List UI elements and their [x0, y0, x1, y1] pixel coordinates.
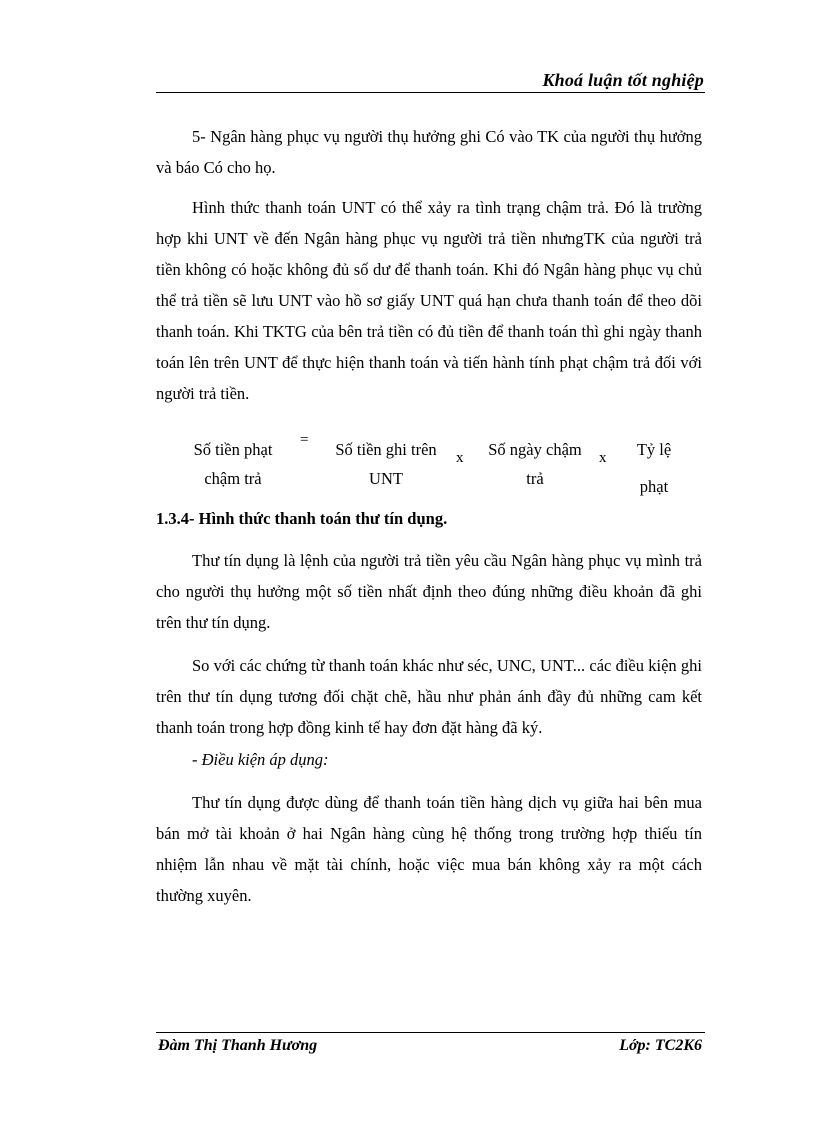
paragraph-late-payment: Hình thức thanh toán UNT có thể xảy ra tình trạng chậm trả. Đó là trường hợp khi UNT về đến Ngân hàng phục vụ người trả tiền nhưngTK của người trả tiền không có hoặc không đủ số dư để thanh toán. Khi đó Ngân hàng phục vụ chủ thể trả tiền sẽ lưu UNT vào hồ sơ giấy UNT quá hạn chưa thanh toán để theo dõi thanh toán. Khi TKTG của bên trả tiền có đủ tiền để thanh toán thì ghi ngày thanh toán lên trên UNT để thực hiện thanh toán và tiến hành tính phạt chậm trả đối với người trả tiền.	[156, 198, 702, 403]
footer-class: Lớp: TC2K6	[619, 1037, 702, 1054]
paragraph-letter-of-credit-usage: Thư tín dụng được dùng để thanh toán tiền hàng dịch vụ giữa hai bên mua bán mở tài khoản ở hai Ngân hàng cùng hệ thống trong trường hợp thiếu tín nhiệm lẫn nhau về mặt tài chính, hoặc việc mua bán không xảy ra một cách thường xuyên.	[156, 793, 702, 905]
formula-lhs-line2: chậm trả	[204, 469, 262, 488]
formula-term-2-line2: trả	[526, 469, 544, 488]
footer-rule	[156, 1032, 705, 1033]
formula-times-2: x	[599, 450, 607, 466]
formula-term-1	[326, 440, 446, 489]
formula-term-2	[480, 440, 590, 489]
formula-term-3	[622, 440, 686, 497]
formula-term-1-line1: Số tiền ghi trên	[335, 440, 437, 459]
section-heading: 1.3.4- Hình thức thanh toán thư tín dụng.	[156, 509, 448, 528]
paragraph-step-5: 5- Ngân hàng phục vụ người thụ hưởng ghi Có vào TK của người thụ hưởng và báo Có cho họ.	[156, 127, 702, 177]
paragraph-letter-of-credit-comparison: So với các chứng từ thanh toán khác như séc, UNC, UNT... các điều kiện ghi trên thư tín dụng tương đối chặt chẽ, hầu như phản ánh đầy đủ những cam kết thanh toán trong hợp đồng kinh tế hay đơn đặt hàng đã ký.	[156, 656, 702, 737]
header-rule	[156, 92, 705, 93]
paragraph-letter-of-credit-definition: Thư tín dụng là lệnh của người trả tiền yêu cầu Ngân hàng phục vụ mình trả cho người thụ hưởng một số tiền nhất định theo đúng những điều khoản đã ghi trên thư tín dụng.	[156, 551, 702, 632]
footer-author: Đàm Thị Thanh Hương	[158, 1037, 318, 1054]
conditions-label: - Điều kiện áp dụng:	[192, 750, 329, 769]
formula-equals: =	[300, 432, 309, 448]
formula-term-3-line2: phạt	[639, 477, 669, 496]
formula-term-1-line2: UNT	[369, 469, 403, 488]
formula-lhs-line1: Số tiền phạt	[193, 440, 273, 459]
formula-term-3-line1: Tỷ lệ	[636, 440, 672, 459]
formula-term-2-line1: Số ngày chậm	[488, 440, 582, 459]
formula-times-1: x	[456, 450, 464, 466]
header-title: Khoá luận tốt nghiệp	[542, 70, 704, 90]
formula-lhs	[178, 440, 288, 489]
